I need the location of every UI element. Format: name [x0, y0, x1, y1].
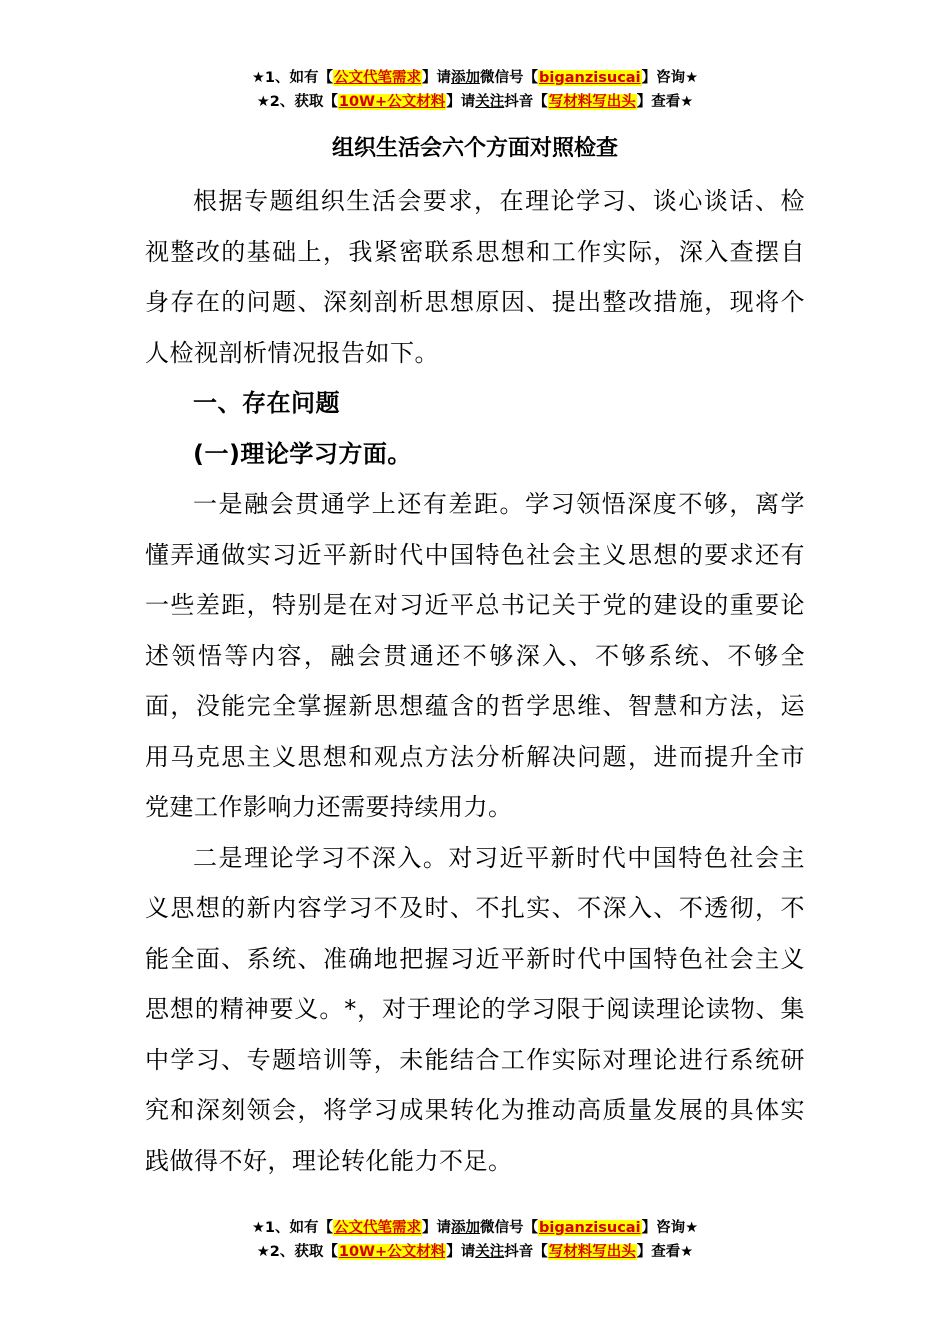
banner-line-1: ★1、如有【公文代笔需求】请添加微信号【biganzisucai】咨询★: [251, 70, 699, 86]
document-title: 组织生活会六个方面对照检查: [331, 136, 618, 161]
banner-line-2: ★2、获取【10W+公文材料】请关注抖音【写材料写出头】查看★: [256, 94, 694, 110]
star-icon: ★: [256, 94, 270, 110]
intro-paragraph: 根据专题组织生活会要求，在理论学习、谈心谈话、检视整改的基础上，我紧密联系思想和工作实际，深入查摆自身存在的问题、深刻剖析思想原因、提出整改措施，现将个人检视剖析情况报告如下。: [145, 187, 805, 367]
top-banner: [0, 66, 950, 114]
materials-highlight: 10W+公文材料: [338, 94, 446, 110]
banner-line-1: ★1、如有【公文代笔需求】请添加微信号【biganzisucai】咨询★: [251, 1220, 699, 1236]
body-paragraph: 一是融会贯通学上还有差距。学习领悟深度不够，离学懂弄通做实习近平新时代中国特色社会主义思想的要求还有一些差距，特别是在对习近平总书记关于党的建设的重要论述领悟等内容，融会贯通还不够深入、不够系统、不够全面，没能完全掌握新思想蕴含的哲学思维、智慧和方法，运用马克思主义思想和观点方法分析解决问题，进而提升全市党建工作影响力还需要持续用力。: [145, 490, 805, 821]
star-icon: ★: [251, 70, 265, 86]
subsection-heading: (一)理论学习方面。: [193, 439, 412, 468]
star-icon: ★: [680, 1244, 694, 1260]
body-paragraph: 二是理论学习不深入。对习近平新时代中国特色社会主义思想的新内容学习不及时、不扎实、不深入、不透彻，不能全面、系统、准确地把握习近平新时代中国特色社会主义思想的精神要义。*，对于理论的学习限于阅读理论读物、集中学习、专题培训等，未能结合工作实际对理论进行系统研究和深刻领会，将学习成果转化为推动高质量发展的具体实践做得不好，理论转化能力不足。: [145, 843, 805, 1175]
bottom-banner: [0, 1216, 950, 1264]
star-icon: ★: [685, 1220, 699, 1236]
service-highlight: 公文代笔需求: [334, 1220, 422, 1236]
materials-highlight: 10W+公文材料: [338, 1244, 446, 1260]
star-icon: ★: [685, 70, 699, 86]
banner-line-2: ★2、获取【10W+公文材料】请关注抖音【写材料写出头】查看★: [256, 1244, 694, 1260]
star-icon: ★: [680, 94, 694, 110]
section-heading: 一、存在问题: [193, 389, 340, 417]
document-body: [145, 176, 805, 1186]
douyin-highlight: 写材料写出头: [548, 94, 636, 110]
star-icon: ★: [251, 1220, 265, 1236]
star-icon: ★: [256, 1244, 270, 1260]
douyin-highlight: 写材料写出头: [548, 1244, 636, 1260]
service-highlight: 公文代笔需求: [334, 70, 422, 86]
wechat-id-highlight: biganzisucai: [539, 1220, 641, 1236]
wechat-id-highlight: biganzisucai: [539, 70, 641, 86]
